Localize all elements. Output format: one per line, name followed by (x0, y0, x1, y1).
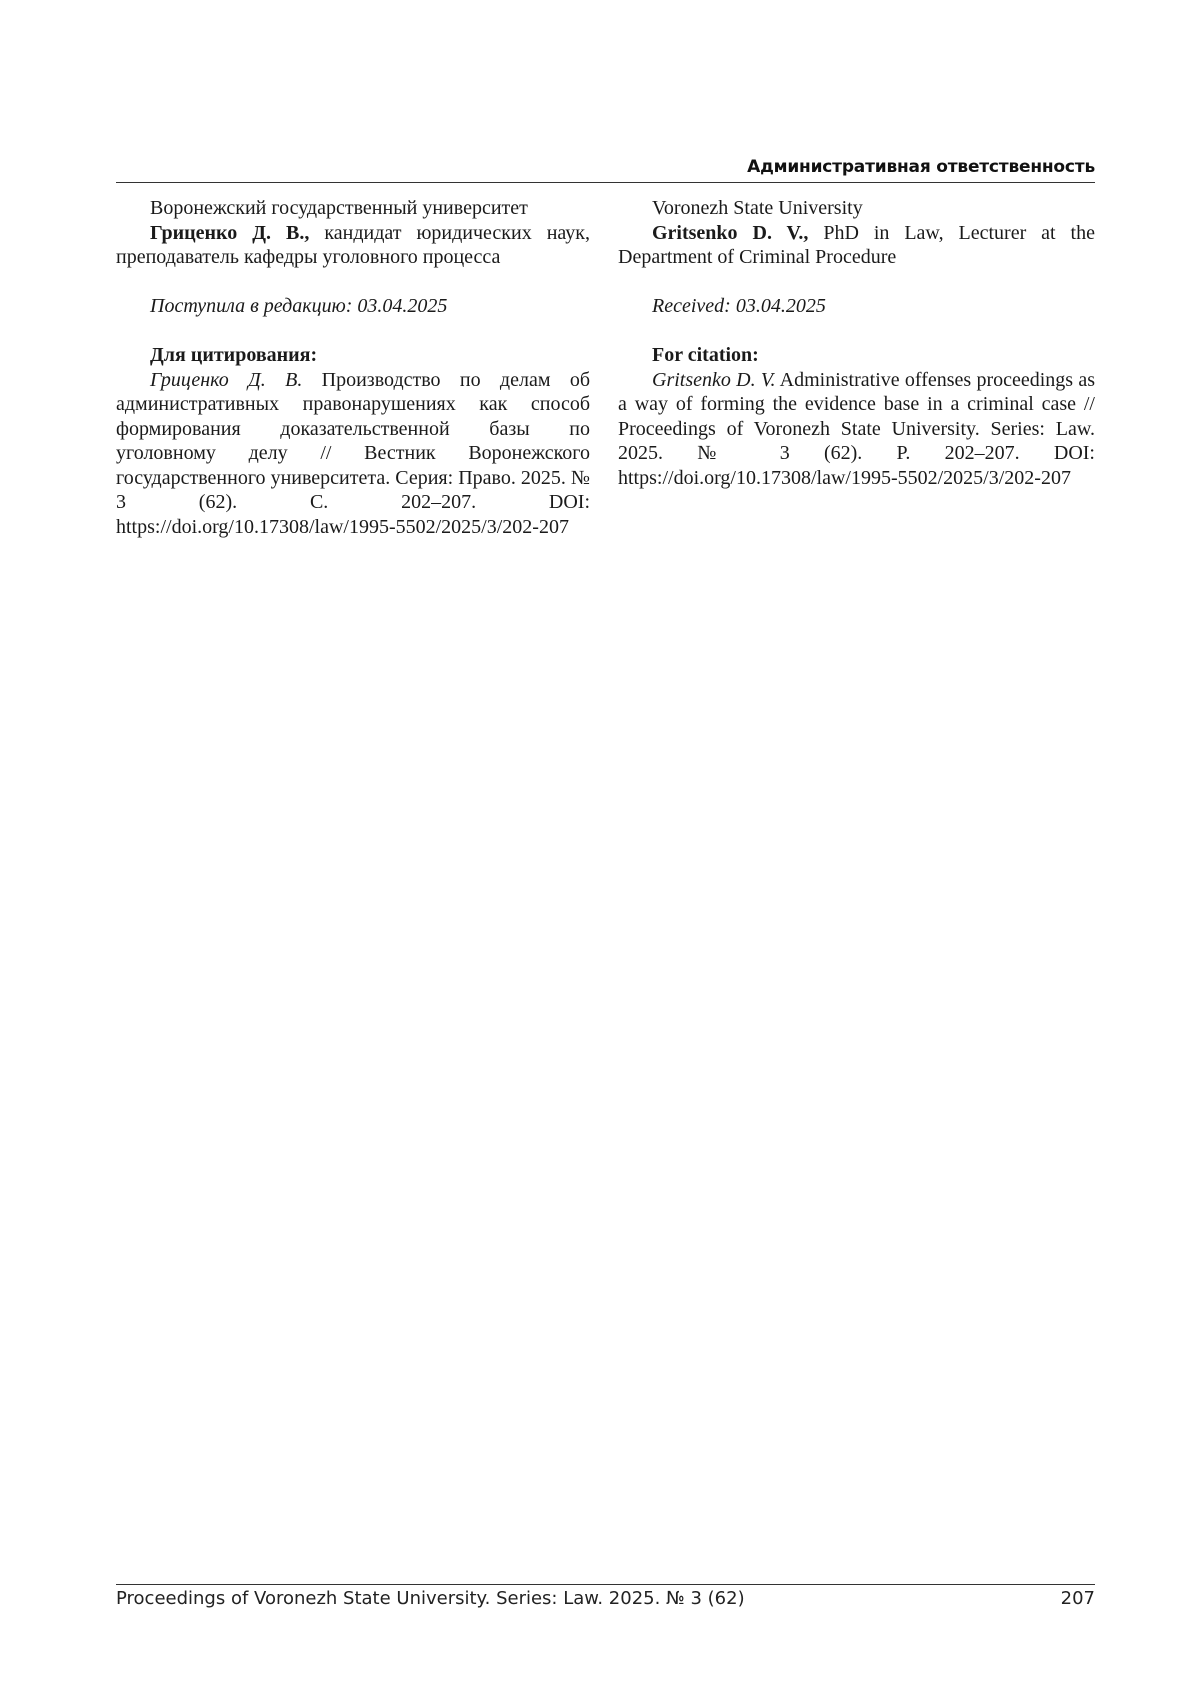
ru-citation-heading: Для цитирования: (150, 344, 318, 366)
ru-citation (116, 368, 590, 540)
en-received-date: Received: 03.04.2025 (652, 295, 826, 317)
en-citation (618, 368, 1095, 491)
en-affiliation: Voronezh State University (652, 197, 863, 219)
ru-author-description: кандидат юридических наук, преподаватель кафедры уголовного процесса (116, 221, 590, 268)
footer-divider (116, 1584, 1095, 1585)
en-citation-text: Administrative offenses proceedings as a way of forming the evidence base in a criminal case // Proceedings of Voronezh State University. Series: Law. 2025. № 3 (62). P. 202–207. DOI: https://doi.org/10.17308/law/1995-5502/2025/3/202-207 (618, 368, 1095, 489)
running-header-section-title: Административная ответственность (747, 157, 1095, 177)
ru-affiliation: Воронежский государственный университет (150, 197, 528, 219)
en-citation-author: Gritsenko D. V. (652, 368, 776, 391)
spacer (116, 270, 590, 295)
spacer (618, 270, 1095, 295)
spacer (618, 319, 1095, 344)
en-author-name: Gritsenko D. V., (652, 221, 809, 244)
english-column (618, 196, 1095, 490)
en-author-description: PhD in Law, Lecturer at the Department of Criminal Procedure (618, 221, 1095, 268)
header-divider (116, 182, 1095, 183)
page-number: 207 (1060, 1588, 1095, 1609)
ru-citation-text: Производство по делам об административных правонарушениях как способ формирования доказательственной базы по уголовному делу // Вестник Воронежского государственного университета. Серия: Право. 2025. № 3 (62). С. 202–207. DOI: https://doi.org/10.17308/law/1995-5502/2025/3/202-207 (116, 368, 590, 538)
russian-column (116, 196, 590, 539)
ru-citation-author: Гриценко Д. В. (150, 368, 303, 391)
ru-author-name: Гриценко Д. В., (150, 221, 310, 244)
en-author-line (618, 221, 1095, 270)
spacer (116, 319, 590, 344)
footer-journal-title: Proceedings of Voronezh State University. Series: Law. 2025. № 3 (62) (116, 1588, 745, 1609)
en-citation-heading: For citation: (652, 344, 759, 366)
ru-author-line (116, 221, 590, 270)
ru-received-date: Поступила в редакцию: 03.04.2025 (150, 295, 448, 317)
